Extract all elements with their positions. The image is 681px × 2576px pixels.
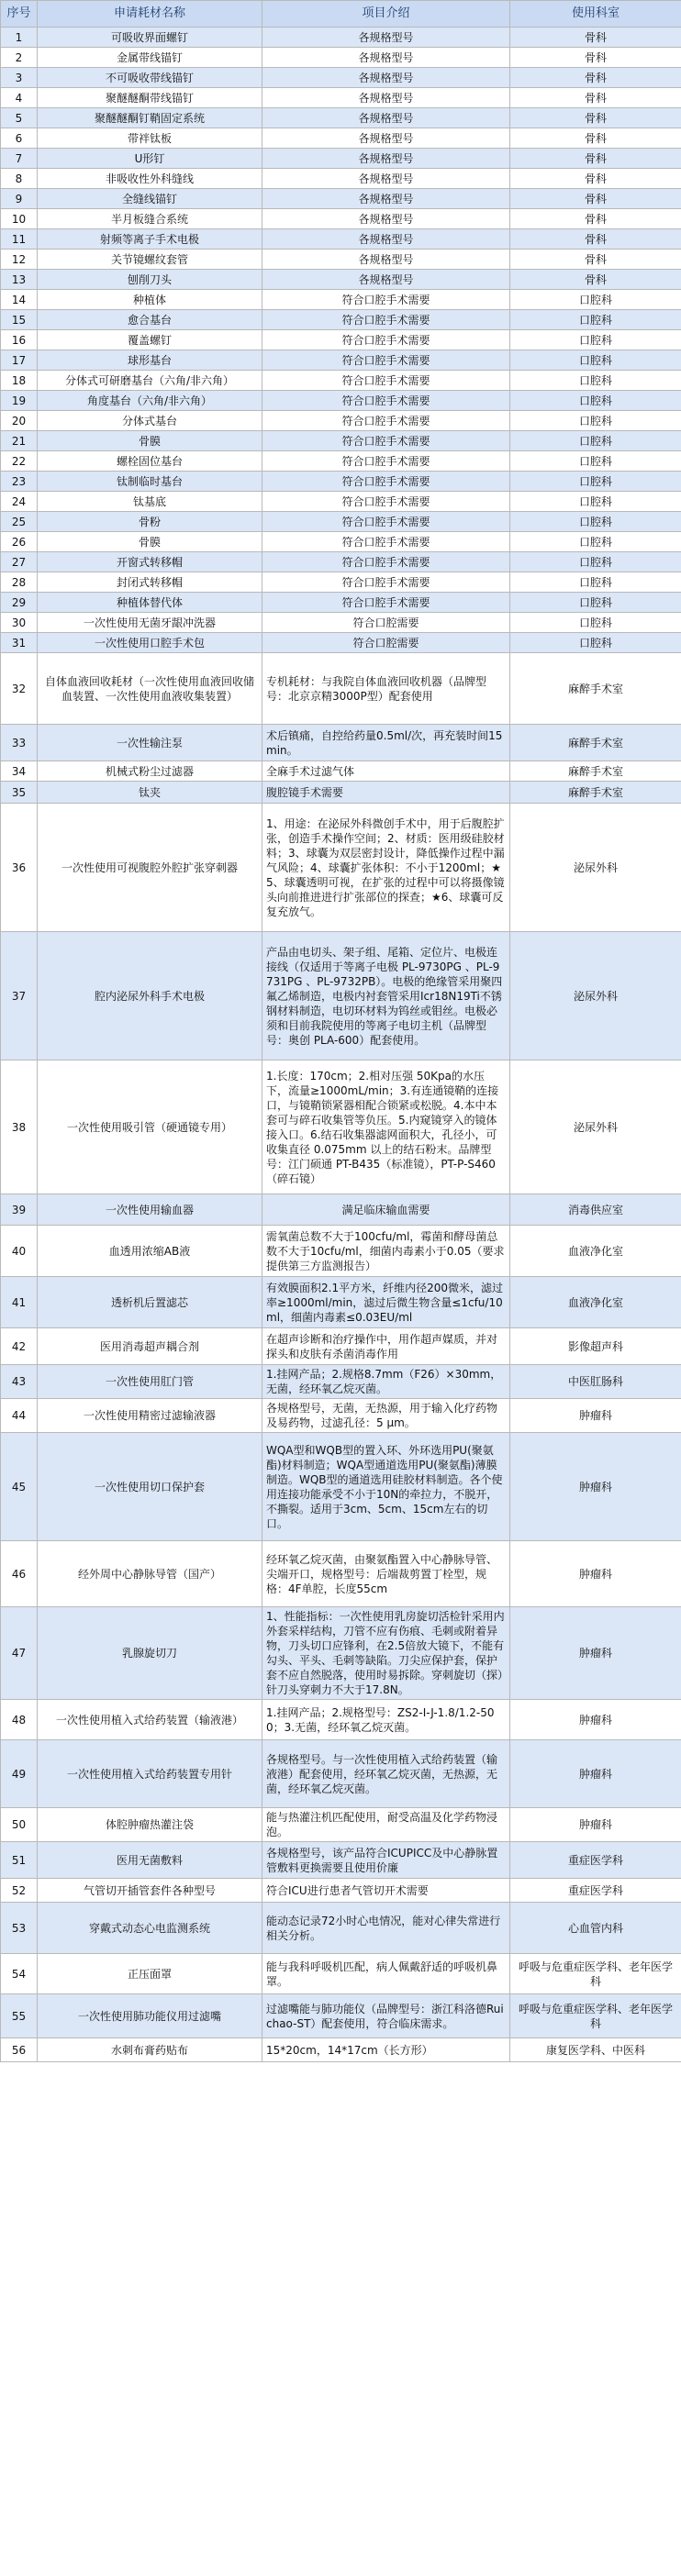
header-name: 申请耗材名称 bbox=[38, 1, 262, 28]
table-row bbox=[1, 1365, 681, 1399]
cell-num: 24 bbox=[1, 492, 38, 512]
cell-dept: 口腔科 bbox=[510, 613, 681, 633]
cell-dept: 中医肛肠科 bbox=[510, 1365, 681, 1399]
cell-desc: 经环氧乙烷灭菌，由聚氨酯置入中心静脉导管、尖端开口，规格型号：后端裁剪置丁栓型，规格：4F单腔，长度55cm bbox=[262, 1541, 510, 1607]
table-row bbox=[1, 391, 681, 411]
table-row bbox=[1, 169, 681, 189]
cell-dept: 肿瘤科 bbox=[510, 1607, 681, 1700]
cell-num: 36 bbox=[1, 804, 38, 932]
table-row bbox=[1, 761, 681, 782]
cell-dept: 口腔科 bbox=[510, 472, 681, 492]
cell-name: 带袢钛板 bbox=[38, 128, 262, 149]
cell-name: 骨膜 bbox=[38, 431, 262, 451]
table-row bbox=[1, 1903, 681, 1954]
cell-dept: 口腔科 bbox=[510, 371, 681, 391]
table-row bbox=[1, 88, 681, 108]
cell-dept: 血液净化室 bbox=[510, 1277, 681, 1328]
cell-desc: 各规格型号 bbox=[262, 149, 510, 169]
cell-name: 覆盖螺钉 bbox=[38, 330, 262, 350]
cell-name: 穿戴式动态心电监测系统 bbox=[38, 1903, 262, 1954]
table-row bbox=[1, 725, 681, 761]
cell-num: 31 bbox=[1, 633, 38, 653]
table-row bbox=[1, 1994, 681, 2038]
table-row bbox=[1, 613, 681, 633]
cell-dept: 口腔科 bbox=[510, 633, 681, 653]
cell-desc: 各规格型号 bbox=[262, 68, 510, 88]
cell-num: 35 bbox=[1, 782, 38, 804]
cell-num: 46 bbox=[1, 1541, 38, 1607]
cell-num: 52 bbox=[1, 1879, 38, 1903]
cell-name: 刨削刀头 bbox=[38, 270, 262, 290]
table-row bbox=[1, 1541, 681, 1607]
cell-dept: 麻醉手术室 bbox=[510, 761, 681, 782]
cell-name: 一次性使用无菌牙龈冲洗器 bbox=[38, 613, 262, 633]
cell-dept: 骨科 bbox=[510, 270, 681, 290]
cell-desc: 1、性能指标：一次性使用乳房旋切活检针采用内外套采样结构，刀管不应有伤痕、毛刺或附着异物，刀头切口应锋利，在2.5倍放大镜下，不能有勾头、平头、毛刺等缺陷。刀尖应保护套，保护套不应自然脱落，使用时易拆除。穿刺旋切（探）针刀头穿刺力不大于17.8N。 bbox=[262, 1607, 510, 1700]
cell-name: 水刺布膏药贴布 bbox=[38, 2038, 262, 2062]
cell-desc: 各规格型号。与一次性使用植入式给药装置（输液港）配套使用，经环氧乙烷灭菌，无热源，无菌，经环氧乙烷灭菌。 bbox=[262, 1740, 510, 1808]
cell-desc: 需氧菌总数不大于100cfu/ml，霉菌和酵母菌总数不大于10cfu/ml，细菌内毒素小于0.05（要求提供第三方监测报告） bbox=[262, 1226, 510, 1277]
cell-name: 分体式可研磨基台（六角/非六角） bbox=[38, 371, 262, 391]
cell-num: 21 bbox=[1, 431, 38, 451]
cell-dept: 血液净化室 bbox=[510, 1226, 681, 1277]
cell-num: 28 bbox=[1, 572, 38, 593]
cell-desc: 符合口腔手术需要 bbox=[262, 391, 510, 411]
cell-num: 10 bbox=[1, 209, 38, 229]
cell-name: 一次性使用切口保护套 bbox=[38, 1433, 262, 1541]
cell-num: 20 bbox=[1, 411, 38, 431]
cell-desc: 各规格型号，无菌，无热源，用于输入化疗药物及易药物，过滤孔径：5 μm。 bbox=[262, 1399, 510, 1433]
cell-dept: 口腔科 bbox=[510, 492, 681, 512]
cell-num: 47 bbox=[1, 1607, 38, 1700]
table-header-row bbox=[1, 1, 681, 28]
cell-desc: 符合口腔手术需要 bbox=[262, 572, 510, 593]
cell-dept: 骨科 bbox=[510, 108, 681, 128]
table-row bbox=[1, 330, 681, 350]
cell-name: 不可吸收带线锚钉 bbox=[38, 68, 262, 88]
cell-num: 16 bbox=[1, 330, 38, 350]
cell-desc: 专机耗材：与我院自体血液回收机器（品牌型号：北京京精3000P型）配套使用 bbox=[262, 653, 510, 725]
table-row bbox=[1, 1808, 681, 1842]
table-row bbox=[1, 593, 681, 613]
cell-dept: 口腔科 bbox=[510, 512, 681, 532]
cell-desc: 腹腔镜手术需要 bbox=[262, 782, 510, 804]
table-row bbox=[1, 1740, 681, 1808]
cell-desc: 在超声诊断和治疗操作中，用作超声媒质，并对探头和皮肤有杀菌消毒作用 bbox=[262, 1328, 510, 1365]
cell-dept: 心血管内科 bbox=[510, 1903, 681, 1954]
cell-desc: 满足临床输血需要 bbox=[262, 1194, 510, 1226]
cell-num: 11 bbox=[1, 229, 38, 250]
cell-desc: 各规格型号 bbox=[262, 128, 510, 149]
cell-num: 33 bbox=[1, 725, 38, 761]
cell-dept: 麻醉手术室 bbox=[510, 782, 681, 804]
cell-name: 骨膜 bbox=[38, 532, 262, 552]
cell-num: 13 bbox=[1, 270, 38, 290]
cell-dept: 呼吸与危重症医学科、老年医学科 bbox=[510, 1994, 681, 2038]
cell-desc: 各规格型号 bbox=[262, 28, 510, 48]
table-row bbox=[1, 1607, 681, 1700]
table-row bbox=[1, 1277, 681, 1328]
table-row bbox=[1, 1879, 681, 1903]
cell-name: 气管切开插管套件各种型号 bbox=[38, 1879, 262, 1903]
cell-desc: 有效膜面积2.1平方米，纤维内径200微米，滤过率≥1000ml/min，滤过后微生物含量≤1cfu/10ml，细菌内毒素≤0.03EU/ml bbox=[262, 1277, 510, 1328]
cell-num: 32 bbox=[1, 653, 38, 725]
cell-num: 25 bbox=[1, 512, 38, 532]
cell-name: 一次性输注泵 bbox=[38, 725, 262, 761]
table-row bbox=[1, 149, 681, 169]
cell-name: 一次性使用肛门管 bbox=[38, 1365, 262, 1399]
cell-dept: 骨科 bbox=[510, 169, 681, 189]
cell-name: 种植体 bbox=[38, 290, 262, 310]
cell-desc: 15*20cm，14*17cm（长方形） bbox=[262, 2038, 510, 2062]
cell-desc: 各规格型号 bbox=[262, 270, 510, 290]
cell-name: 骨粉 bbox=[38, 512, 262, 532]
cell-num: 37 bbox=[1, 932, 38, 1060]
table-row bbox=[1, 68, 681, 88]
cell-desc: 各规格型号 bbox=[262, 88, 510, 108]
table-row bbox=[1, 128, 681, 149]
cell-num: 49 bbox=[1, 1740, 38, 1808]
cell-num: 39 bbox=[1, 1194, 38, 1226]
cell-name: 可吸收界面螺钉 bbox=[38, 28, 262, 48]
cell-desc: 符合口腔手术需要 bbox=[262, 371, 510, 391]
cell-desc: 符合口腔手术需要 bbox=[262, 350, 510, 371]
cell-desc: 各规格型号 bbox=[262, 189, 510, 209]
cell-name: 开窗式转移帽 bbox=[38, 552, 262, 572]
table-row bbox=[1, 532, 681, 552]
cell-num: 18 bbox=[1, 371, 38, 391]
cell-name: 乳腺旋切刀 bbox=[38, 1607, 262, 1700]
cell-desc: 符合口腔手术需要 bbox=[262, 532, 510, 552]
table-row bbox=[1, 1700, 681, 1740]
table-row bbox=[1, 250, 681, 270]
cell-desc: 符合口腔手术需要 bbox=[262, 472, 510, 492]
table-row bbox=[1, 290, 681, 310]
table-row bbox=[1, 209, 681, 229]
cell-desc: 符合口腔手术需要 bbox=[262, 411, 510, 431]
cell-dept: 骨科 bbox=[510, 250, 681, 270]
cell-dept: 口腔科 bbox=[510, 572, 681, 593]
cell-num: 54 bbox=[1, 1954, 38, 1994]
cell-dept: 口腔科 bbox=[510, 532, 681, 552]
table-row bbox=[1, 472, 681, 492]
cell-dept: 麻醉手术室 bbox=[510, 653, 681, 725]
cell-dept: 骨科 bbox=[510, 209, 681, 229]
cell-num: 27 bbox=[1, 552, 38, 572]
cell-num: 55 bbox=[1, 1994, 38, 2038]
cell-name: 一次性使用口腔手术包 bbox=[38, 633, 262, 653]
cell-name: 关节镜螺纹套管 bbox=[38, 250, 262, 270]
table-body bbox=[1, 28, 681, 2062]
cell-dept: 消毒供应室 bbox=[510, 1194, 681, 1226]
cell-dept: 口腔科 bbox=[510, 391, 681, 411]
table-row bbox=[1, 229, 681, 250]
cell-dept: 口腔科 bbox=[510, 290, 681, 310]
cell-name: 经外周中心静脉导管（国产） bbox=[38, 1541, 262, 1607]
cell-dept: 口腔科 bbox=[510, 310, 681, 330]
table-row bbox=[1, 189, 681, 209]
cell-num: 48 bbox=[1, 1700, 38, 1740]
cell-name: 钛制临时基台 bbox=[38, 472, 262, 492]
cell-name: 分体式基台 bbox=[38, 411, 262, 431]
cell-name: 聚醚醚酮钉鞘固定系统 bbox=[38, 108, 262, 128]
cell-name: 一次性使用输血器 bbox=[38, 1194, 262, 1226]
cell-dept: 肿瘤科 bbox=[510, 1740, 681, 1808]
cell-name: 一次性使用肺功能仪用过滤嘴 bbox=[38, 1994, 262, 2038]
cell-desc: WQA型和WQB型的置入环、外环选用PU(聚氨酯)材料制造；WQA型通道选用PU(聚氨酯)薄膜制造。WQB型的通道选用硅胶材料制造。各个使用连接功能承受不小于10N的牵拉力，不脱开，不撕裂。适用于3cm、5cm、15cm左右的切口。 bbox=[262, 1433, 510, 1541]
cell-desc: 各规格型号 bbox=[262, 108, 510, 128]
cell-num: 53 bbox=[1, 1903, 38, 1954]
cell-desc: 能与热灌注机匹配使用，耐受高温及化学药物浸泡。 bbox=[262, 1808, 510, 1842]
table-row bbox=[1, 371, 681, 391]
cell-name: 角度基台（六角/非六角） bbox=[38, 391, 262, 411]
table-row bbox=[1, 572, 681, 593]
cell-dept: 呼吸与危重症医学科、老年医学科 bbox=[510, 1954, 681, 1994]
cell-num: 45 bbox=[1, 1433, 38, 1541]
cell-num: 3 bbox=[1, 68, 38, 88]
cell-num: 56 bbox=[1, 2038, 38, 2062]
cell-name: 射频等离子手术电极 bbox=[38, 229, 262, 250]
table-row bbox=[1, 451, 681, 472]
cell-num: 2 bbox=[1, 48, 38, 68]
cell-name: 种植体替代体 bbox=[38, 593, 262, 613]
cell-desc: 符合口腔需要 bbox=[262, 613, 510, 633]
cell-desc: 1、用途：在泌尿外科微创手术中，用于后腹腔扩张，创造手术操作空间；2、材质：医用级硅胶材料；3、球囊为双层密封设计，降低操作过程中漏气风险；4、球囊扩张体积：不小于1200ml；★5、球囊透明可视，在扩张的过程中可以将摄像镜头向前推进进行扩张部位的探查；★6、球囊可反复充放气。 bbox=[262, 804, 510, 932]
cell-num: 38 bbox=[1, 1060, 38, 1194]
cell-num: 40 bbox=[1, 1226, 38, 1277]
cell-name: U形钉 bbox=[38, 149, 262, 169]
cell-num: 5 bbox=[1, 108, 38, 128]
cell-num: 29 bbox=[1, 593, 38, 613]
table-row bbox=[1, 1399, 681, 1433]
table-row bbox=[1, 552, 681, 572]
cell-name: 一次性使用吸引管（硬通镜专用） bbox=[38, 1060, 262, 1194]
header-num: 序号 bbox=[1, 1, 38, 28]
cell-name: 螺栓固位基台 bbox=[38, 451, 262, 472]
cell-desc: 1.长度：170cm；2.相对压强 50Kpa的水压下，流量≥1000mL/min；3.有连通镜鞘的连接口，与镜鞘锁紧器相配合锁紧或松脱。4.本中本套可与碎石收集管等负压。5.内窥镜穿入的镜体接入口。6.结石收集器滤网面积大，孔径小，可收集直径 0.075mm 以上的结石粉末。品牌型号：江门硕通 PT-B435（标准镜），PT-P-S460（碎石镜） bbox=[262, 1060, 510, 1194]
cell-dept: 骨科 bbox=[510, 149, 681, 169]
cell-name: 球形基台 bbox=[38, 350, 262, 371]
table-row bbox=[1, 1194, 681, 1226]
cell-num: 8 bbox=[1, 169, 38, 189]
cell-desc: 符合口腔手术需要 bbox=[262, 330, 510, 350]
cell-desc: 符合ICU进行患者气管切开术需要 bbox=[262, 1879, 510, 1903]
table-row bbox=[1, 411, 681, 431]
cell-dept: 泌尿外科 bbox=[510, 932, 681, 1060]
cell-name: 一次性使用可视腹腔外腔扩张穿刺器 bbox=[38, 804, 262, 932]
cell-dept: 骨科 bbox=[510, 68, 681, 88]
cell-desc: 各规格型号 bbox=[262, 48, 510, 68]
cell-dept: 骨科 bbox=[510, 88, 681, 108]
cell-desc: 术后镇痛，自控给药量0.5ml/次，再充装时间15min。 bbox=[262, 725, 510, 761]
cell-num: 17 bbox=[1, 350, 38, 371]
cell-desc: 能动态记录72小时心电情况，能对心律失常进行相关分析。 bbox=[262, 1903, 510, 1954]
cell-dept: 重症医学科 bbox=[510, 1842, 681, 1879]
cell-name: 愈合基台 bbox=[38, 310, 262, 330]
table-row bbox=[1, 2038, 681, 2062]
table-row bbox=[1, 1842, 681, 1879]
cell-dept: 口腔科 bbox=[510, 330, 681, 350]
cell-num: 7 bbox=[1, 149, 38, 169]
table-row bbox=[1, 48, 681, 68]
cell-desc: 符合口腔手术需要 bbox=[262, 593, 510, 613]
cell-num: 22 bbox=[1, 451, 38, 472]
cell-desc: 1.挂网产品；2.规格型号：ZS2-I-J-1.8/1.2-500；3.无菌，经环氧乙烷灭菌。 bbox=[262, 1700, 510, 1740]
table-row bbox=[1, 1328, 681, 1365]
cell-dept: 肿瘤科 bbox=[510, 1541, 681, 1607]
cell-num: 34 bbox=[1, 761, 38, 782]
cell-name: 聚醚醚酮带线锚钉 bbox=[38, 88, 262, 108]
table-row bbox=[1, 1954, 681, 1994]
cell-name: 一次性使用精密过滤输液器 bbox=[38, 1399, 262, 1433]
cell-name: 非吸收性外科缝线 bbox=[38, 169, 262, 189]
cell-dept: 肿瘤科 bbox=[510, 1433, 681, 1541]
cell-dept: 骨科 bbox=[510, 28, 681, 48]
table-row bbox=[1, 932, 681, 1060]
cell-name: 机械式粉尘过滤器 bbox=[38, 761, 262, 782]
cell-desc: 过滤嘴能与肺功能仪（品牌型号：浙江科洛德Ruichao-ST）配套使用，符合临床需求。 bbox=[262, 1994, 510, 2038]
cell-name: 体腔肿瘤热灌注袋 bbox=[38, 1808, 262, 1842]
table-row bbox=[1, 108, 681, 128]
header-dept: 使用科室 bbox=[510, 1, 681, 28]
cell-num: 30 bbox=[1, 613, 38, 633]
cell-num: 42 bbox=[1, 1328, 38, 1365]
cell-dept: 影像超声科 bbox=[510, 1328, 681, 1365]
cell-num: 23 bbox=[1, 472, 38, 492]
table-row bbox=[1, 512, 681, 532]
cell-num: 50 bbox=[1, 1808, 38, 1842]
cell-dept: 肿瘤科 bbox=[510, 1808, 681, 1842]
cell-desc: 符合口腔手术需要 bbox=[262, 512, 510, 532]
cell-num: 4 bbox=[1, 88, 38, 108]
cell-num: 19 bbox=[1, 391, 38, 411]
cell-name: 钛基底 bbox=[38, 492, 262, 512]
cell-num: 14 bbox=[1, 290, 38, 310]
table-row bbox=[1, 1433, 681, 1541]
cell-desc: 各规格型号 bbox=[262, 169, 510, 189]
cell-desc: 各规格型号 bbox=[262, 250, 510, 270]
cell-name: 全缝线锚钉 bbox=[38, 189, 262, 209]
cell-num: 9 bbox=[1, 189, 38, 209]
cell-desc: 符合口腔手术需要 bbox=[262, 552, 510, 572]
cell-desc: 符合口腔需要 bbox=[262, 633, 510, 653]
cell-desc: 产品由电切头、架子组、尾箱、定位片、电极连接线（仅适用于等离子电极 PL-9730PG 、PL-9731PG 、PL-9732PB）。电极的绝缘管采用聚四氟乙烯制造，电极内衬套管采用Icr18N19Ti不锈钢材料制造，电切环材料为钨丝或钼丝。电极必须和目前我院使用的等离子电切主机（品牌型号：奥创 PLA-600）配套使用。 bbox=[262, 932, 510, 1060]
cell-name: 半月板缝合系统 bbox=[38, 209, 262, 229]
cell-dept: 口腔科 bbox=[510, 552, 681, 572]
cell-name: 封闭式转移帽 bbox=[38, 572, 262, 593]
table-row bbox=[1, 1226, 681, 1277]
cell-dept: 口腔科 bbox=[510, 350, 681, 371]
cell-dept: 口腔科 bbox=[510, 593, 681, 613]
cell-name: 医用无菌敷料 bbox=[38, 1842, 262, 1879]
cell-num: 51 bbox=[1, 1842, 38, 1879]
header-desc: 项目介绍 bbox=[262, 1, 510, 28]
cell-desc: 符合口腔手术需要 bbox=[262, 290, 510, 310]
cell-dept: 泌尿外科 bbox=[510, 1060, 681, 1194]
cell-num: 15 bbox=[1, 310, 38, 330]
table-row bbox=[1, 1060, 681, 1194]
cell-desc: 能与我科呼吸机匹配，病人佩戴舒适的呼吸机鼻罩。 bbox=[262, 1954, 510, 1994]
table-row bbox=[1, 653, 681, 725]
cell-name: 医用消毒超声耦合剂 bbox=[38, 1328, 262, 1365]
table-row bbox=[1, 310, 681, 330]
cell-dept: 骨科 bbox=[510, 189, 681, 209]
cell-desc: 符合口腔手术需要 bbox=[262, 492, 510, 512]
cell-desc: 1.挂网产品；2.规格8.7mm（F26）×30mm，无菌，经环氧乙烷灭菌。 bbox=[262, 1365, 510, 1399]
table-row bbox=[1, 782, 681, 804]
cell-name: 一次性使用植入式给药装置专用针 bbox=[38, 1740, 262, 1808]
table-row bbox=[1, 431, 681, 451]
cell-num: 43 bbox=[1, 1365, 38, 1399]
cell-dept: 骨科 bbox=[510, 128, 681, 149]
cell-dept: 泌尿外科 bbox=[510, 804, 681, 932]
cell-num: 26 bbox=[1, 532, 38, 552]
cell-num: 1 bbox=[1, 28, 38, 48]
cell-desc: 符合口腔手术需要 bbox=[262, 451, 510, 472]
cell-desc: 符合口腔手术需要 bbox=[262, 431, 510, 451]
table-row bbox=[1, 270, 681, 290]
cell-name: 透析机后置滤芯 bbox=[38, 1277, 262, 1328]
cell-desc: 各规格型号 bbox=[262, 229, 510, 250]
cell-dept: 康复医学科、中医科 bbox=[510, 2038, 681, 2062]
cell-name: 正压面罩 bbox=[38, 1954, 262, 1994]
cell-desc: 符合口腔手术需要 bbox=[262, 310, 510, 330]
cell-desc: 全麻手术过滤气体 bbox=[262, 761, 510, 782]
cell-num: 44 bbox=[1, 1399, 38, 1433]
cell-dept: 肿瘤科 bbox=[510, 1700, 681, 1740]
table-row bbox=[1, 633, 681, 653]
cell-dept: 重症医学科 bbox=[510, 1879, 681, 1903]
cell-num: 41 bbox=[1, 1277, 38, 1328]
cell-dept: 口腔科 bbox=[510, 431, 681, 451]
cell-num: 6 bbox=[1, 128, 38, 149]
cell-desc: 各规格型号，该产品符合ICUPICC及中心静脉置管敷料更换需要且使用价廉 bbox=[262, 1842, 510, 1879]
cell-name: 钛夹 bbox=[38, 782, 262, 804]
cell-name: 自体血液回收耗材（一次性使用血液回收储血装置、一次性使用血液收集装置） bbox=[38, 653, 262, 725]
cell-dept: 麻醉手术室 bbox=[510, 725, 681, 761]
cell-num: 12 bbox=[1, 250, 38, 270]
cell-dept: 口腔科 bbox=[510, 411, 681, 431]
cell-dept: 肿瘤科 bbox=[510, 1399, 681, 1433]
table-row bbox=[1, 28, 681, 48]
cell-dept: 骨科 bbox=[510, 48, 681, 68]
table-row bbox=[1, 492, 681, 512]
cell-desc: 各规格型号 bbox=[262, 209, 510, 229]
cell-name: 一次性使用植入式给药装置（输液港） bbox=[38, 1700, 262, 1740]
cell-name: 金属带线锚钉 bbox=[38, 48, 262, 68]
table-row bbox=[1, 804, 681, 932]
cell-name: 腔内泌尿外科手术电极 bbox=[38, 932, 262, 1060]
cell-dept: 口腔科 bbox=[510, 451, 681, 472]
cell-dept: 骨科 bbox=[510, 229, 681, 250]
table-row bbox=[1, 350, 681, 371]
cell-name: 血透用浓缩AB液 bbox=[38, 1226, 262, 1277]
